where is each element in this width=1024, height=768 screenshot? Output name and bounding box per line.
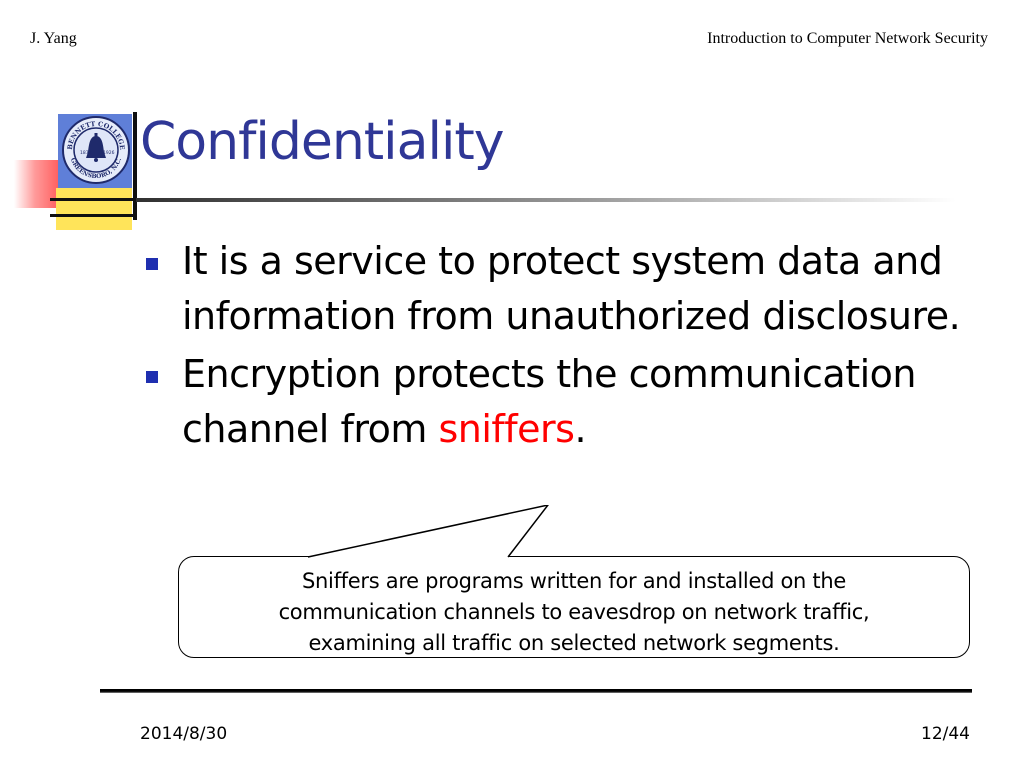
bullet-item-2	[146, 347, 986, 457]
square-bullet-icon	[146, 371, 158, 383]
course-title: Introduction to Computer Network Security	[707, 30, 988, 47]
callout-line-2: communication channels to eavesdrop on network traffic,	[278, 600, 870, 624]
bullet-text-2-after: .	[574, 407, 587, 451]
corner-rule-top	[50, 198, 136, 201]
bullet-text-1: It is a service to protect system data and information from unauthorized disclosure.	[182, 239, 961, 338]
author-label: J. Yang	[30, 30, 77, 47]
corner-rule-bottom	[50, 214, 136, 217]
title-underline	[136, 198, 956, 202]
yellow-accent-block	[56, 188, 132, 230]
bullet-list	[146, 234, 986, 460]
callout-text	[178, 566, 970, 659]
footer-rule	[100, 689, 972, 693]
college-seal-logo	[60, 114, 132, 186]
page-number: 12/44	[921, 724, 970, 744]
svg-text:1873: 1873	[80, 151, 92, 156]
title-vertical-rule	[133, 112, 137, 220]
svg-text:BENNETT COLLEGE: BENNETT COLLEGE	[65, 119, 127, 151]
slide-title: Confidentiality	[140, 112, 504, 172]
svg-text:1926: 1926	[103, 151, 115, 156]
callout-line-3: examining all traffic on selected network segments.	[308, 631, 840, 655]
svg-text:GREENSBORO, N.C.: GREENSBORO, N.C.	[68, 157, 124, 181]
bullet-item-1	[146, 234, 986, 344]
bullet-text-2-before: Encryption protects the communication channel from	[182, 352, 917, 451]
highlight-term-sniffers: sniffers	[438, 407, 575, 451]
callout-line-1: Sniffers are programs written for and installed on the	[302, 569, 846, 593]
square-bullet-icon	[146, 258, 158, 270]
footer-date: 2014/8/30	[140, 724, 228, 744]
